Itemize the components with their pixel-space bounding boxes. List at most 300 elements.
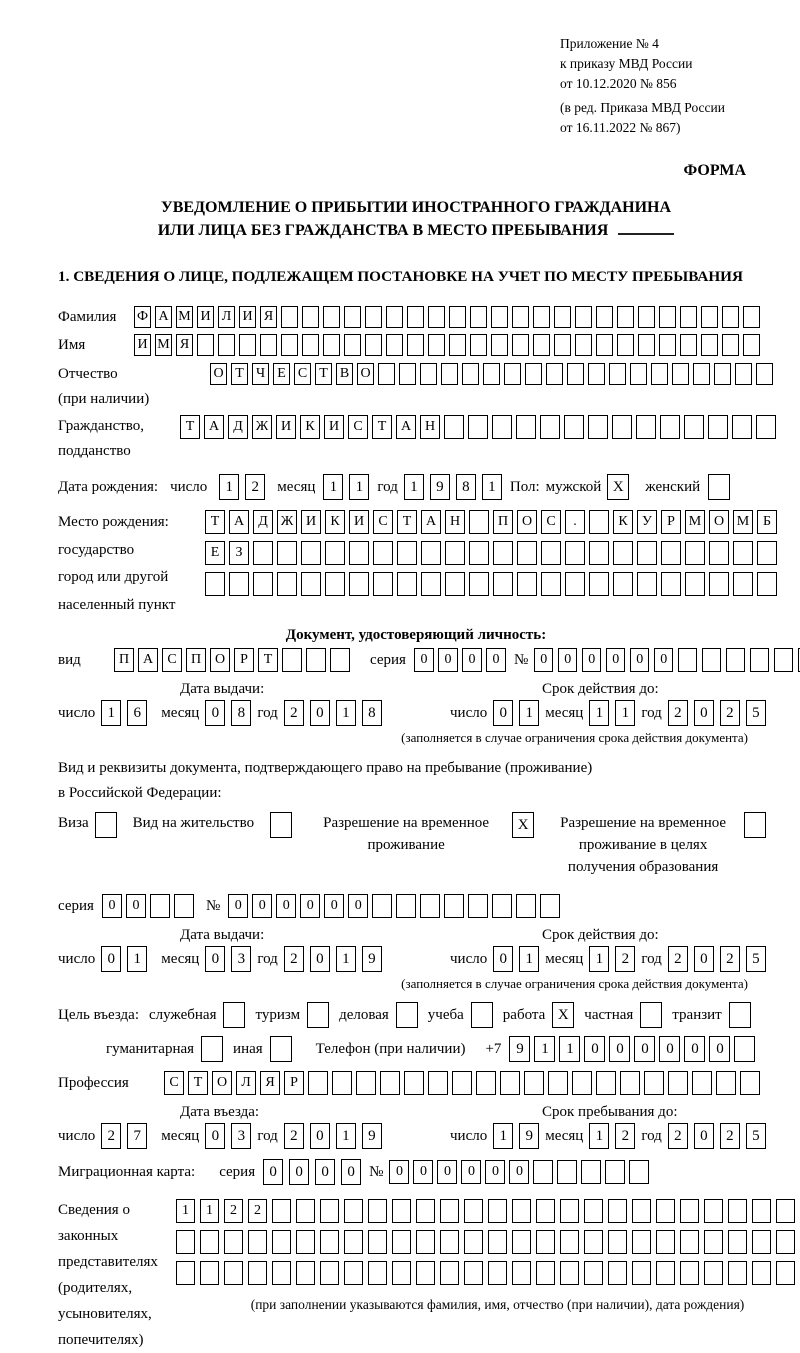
form-cell[interactable]	[638, 306, 655, 328]
form-cell[interactable]	[678, 648, 697, 672]
form-cell[interactable]: 1	[127, 946, 147, 972]
form-cell[interactable]	[468, 415, 488, 439]
residence-issue-day-boxes[interactable]	[101, 946, 147, 972]
form-cell[interactable]	[565, 572, 585, 596]
form-cell[interactable]	[651, 363, 668, 385]
form-cell[interactable]	[672, 363, 689, 385]
form-cell[interactable]	[464, 1261, 483, 1285]
form-cell[interactable]: 0	[276, 894, 296, 918]
form-cell[interactable]: 1	[176, 1199, 195, 1223]
residence-expiry-day-boxes[interactable]	[493, 946, 539, 972]
form-cell[interactable]	[644, 1071, 664, 1095]
form-cell[interactable]: 9	[430, 474, 450, 500]
form-cell[interactable]	[344, 1199, 363, 1223]
identity-expiry-year-boxes[interactable]	[668, 700, 766, 726]
form-cell[interactable]: 0	[694, 1123, 714, 1149]
form-cell[interactable]	[536, 1230, 555, 1254]
form-cell[interactable]	[277, 541, 297, 565]
form-cell[interactable]: Ф	[134, 306, 151, 328]
form-cell[interactable]	[661, 541, 681, 565]
form-cell[interactable]	[608, 1199, 627, 1223]
form-cell[interactable]: 0	[310, 946, 330, 972]
form-cell[interactable]: С	[373, 510, 393, 534]
form-cell[interactable]: Т	[231, 363, 248, 385]
form-cell[interactable]	[757, 572, 777, 596]
residence-doc-series-boxes[interactable]	[102, 894, 194, 918]
form-cell[interactable]: 0	[654, 648, 673, 672]
form-cell[interactable]: 2	[615, 946, 635, 972]
form-cell[interactable]	[416, 1230, 435, 1254]
form-cell[interactable]: О	[210, 363, 227, 385]
form-cell[interactable]	[704, 1199, 723, 1223]
form-cell[interactable]	[421, 572, 441, 596]
birth-place-boxes-row2[interactable]	[205, 541, 777, 565]
purpose-official-checkbox[interactable]	[223, 1002, 245, 1028]
form-cell[interactable]: 0	[437, 1160, 457, 1184]
form-cell[interactable]: К	[300, 415, 320, 439]
form-cell[interactable]: А	[204, 415, 224, 439]
form-cell[interactable]	[464, 1230, 483, 1254]
form-cell[interactable]: И	[301, 510, 321, 534]
form-cell[interactable]	[541, 572, 561, 596]
form-cell[interactable]	[554, 306, 571, 328]
form-cell[interactable]	[416, 1261, 435, 1285]
form-cell[interactable]	[524, 1071, 544, 1095]
form-cell[interactable]	[470, 334, 487, 356]
form-cell[interactable]	[421, 541, 441, 565]
form-cell[interactable]: 1	[589, 700, 609, 726]
form-cell[interactable]: 0	[582, 648, 601, 672]
form-cell[interactable]	[726, 648, 745, 672]
form-cell[interactable]	[205, 572, 225, 596]
form-cell[interactable]	[656, 1261, 675, 1285]
form-cell[interactable]: И	[239, 306, 256, 328]
form-cell[interactable]	[440, 1261, 459, 1285]
form-cell[interactable]	[392, 1261, 411, 1285]
form-cell[interactable]: М	[176, 306, 193, 328]
form-cell[interactable]	[407, 306, 424, 328]
identity-doc-series-boxes[interactable]	[414, 648, 506, 672]
form-cell[interactable]: 1	[349, 474, 369, 500]
identity-doc-number-boxes[interactable]	[534, 648, 800, 672]
form-cell[interactable]	[638, 334, 655, 356]
form-cell[interactable]	[396, 894, 416, 918]
form-cell[interactable]: Т	[258, 648, 278, 672]
form-cell[interactable]	[728, 1230, 747, 1254]
form-cell[interactable]	[584, 1261, 603, 1285]
form-cell[interactable]: 1	[519, 946, 539, 972]
surname-boxes[interactable]	[134, 306, 760, 328]
form-cell[interactable]	[732, 415, 752, 439]
form-cell[interactable]	[588, 363, 605, 385]
patronymic-boxes[interactable]	[210, 363, 773, 385]
form-cell[interactable]	[492, 415, 512, 439]
form-cell[interactable]	[349, 541, 369, 565]
form-cell[interactable]: П	[186, 648, 206, 672]
purpose-humanitarian-checkbox[interactable]	[201, 1036, 223, 1062]
form-cell[interactable]: С	[294, 363, 311, 385]
form-cell[interactable]: 1	[615, 700, 635, 726]
form-cell[interactable]	[728, 1199, 747, 1223]
form-cell[interactable]	[728, 1261, 747, 1285]
form-cell[interactable]: А	[421, 510, 441, 534]
phone-boxes[interactable]	[509, 1036, 755, 1062]
form-cell[interactable]	[617, 334, 634, 356]
form-cell[interactable]: 0	[609, 1036, 630, 1062]
form-cell[interactable]: 1	[336, 700, 356, 726]
form-cell[interactable]: 0	[584, 1036, 605, 1062]
form-cell[interactable]: 5	[746, 700, 766, 726]
form-cell[interactable]	[722, 306, 739, 328]
entry-year-boxes[interactable]	[284, 1123, 382, 1149]
form-cell[interactable]	[308, 1071, 328, 1095]
form-cell[interactable]	[500, 1071, 520, 1095]
identity-doc-type-boxes[interactable]	[114, 648, 350, 672]
form-cell[interactable]	[325, 572, 345, 596]
form-cell[interactable]	[733, 572, 753, 596]
form-cell[interactable]: 0	[413, 1160, 433, 1184]
form-cell[interactable]	[756, 415, 776, 439]
form-cell[interactable]	[416, 1199, 435, 1223]
form-cell[interactable]: Я	[260, 306, 277, 328]
form-cell[interactable]: 0	[659, 1036, 680, 1062]
form-cell[interactable]: Т	[180, 415, 200, 439]
form-cell[interactable]	[296, 1230, 315, 1254]
identity-issue-month-boxes[interactable]	[205, 700, 251, 726]
form-cell[interactable]: 0	[630, 648, 649, 672]
form-cell[interactable]	[368, 1261, 387, 1285]
form-cell[interactable]: 1	[589, 1123, 609, 1149]
form-cell[interactable]	[557, 1160, 577, 1184]
residence-permit-checkbox[interactable]	[270, 812, 292, 838]
form-cell[interactable]: Р	[661, 510, 681, 534]
form-cell[interactable]: Д	[228, 415, 248, 439]
form-cell[interactable]: 2	[284, 946, 304, 972]
identity-expiry-month-boxes[interactable]	[589, 700, 635, 726]
form-cell[interactable]	[397, 541, 417, 565]
form-cell[interactable]	[444, 894, 464, 918]
form-cell[interactable]	[368, 1230, 387, 1254]
form-cell[interactable]	[483, 363, 500, 385]
form-cell[interactable]	[617, 306, 634, 328]
form-cell[interactable]: К	[613, 510, 633, 534]
form-cell[interactable]: 0	[684, 1036, 705, 1062]
form-cell[interactable]: 0	[300, 894, 320, 918]
citizenship-boxes[interactable]	[180, 415, 776, 439]
stay-month-boxes[interactable]	[589, 1123, 635, 1149]
form-cell[interactable]: З	[229, 541, 249, 565]
form-cell[interactable]	[365, 334, 382, 356]
form-cell[interactable]: 9	[519, 1123, 539, 1149]
form-cell[interactable]	[492, 894, 512, 918]
form-cell[interactable]: 7	[127, 1123, 147, 1149]
form-cell[interactable]	[512, 334, 529, 356]
form-cell[interactable]	[752, 1199, 771, 1223]
form-cell[interactable]	[743, 306, 760, 328]
form-cell[interactable]: 1	[200, 1199, 219, 1223]
form-cell[interactable]: И	[324, 415, 344, 439]
form-cell[interactable]: 1	[519, 700, 539, 726]
form-cell[interactable]	[596, 306, 613, 328]
entry-day-boxes[interactable]	[101, 1123, 147, 1149]
form-cell[interactable]	[774, 648, 793, 672]
form-cell[interactable]	[656, 1230, 675, 1254]
form-cell[interactable]	[636, 415, 656, 439]
form-cell[interactable]: О	[357, 363, 374, 385]
form-cell[interactable]	[420, 894, 440, 918]
form-cell[interactable]: Т	[397, 510, 417, 534]
form-cell[interactable]: 0	[263, 1159, 283, 1185]
form-cell[interactable]: Е	[273, 363, 290, 385]
form-cell[interactable]	[323, 334, 340, 356]
sex-male-checkbox[interactable]: X	[607, 474, 629, 500]
form-cell[interactable]	[668, 1071, 688, 1095]
birth-place-boxes-row3[interactable]	[205, 572, 777, 596]
form-cell[interactable]	[541, 541, 561, 565]
form-cell[interactable]	[612, 415, 632, 439]
form-cell[interactable]: М	[155, 334, 172, 356]
form-cell[interactable]: Я	[260, 1071, 280, 1095]
residence-expiry-month-boxes[interactable]	[589, 946, 635, 972]
form-cell[interactable]: 1	[559, 1036, 580, 1062]
form-cell[interactable]	[176, 1230, 195, 1254]
rvp-checkbox[interactable]: X	[512, 812, 534, 838]
form-cell[interactable]: О	[709, 510, 729, 534]
form-cell[interactable]: 2	[615, 1123, 635, 1149]
form-cell[interactable]: 0	[228, 894, 248, 918]
form-cell[interactable]	[620, 1071, 640, 1095]
form-cell[interactable]: 0	[493, 700, 513, 726]
form-cell[interactable]	[533, 334, 550, 356]
form-cell[interactable]	[386, 334, 403, 356]
form-cell[interactable]	[588, 415, 608, 439]
form-cell[interactable]	[488, 1230, 507, 1254]
form-cell[interactable]: К	[325, 510, 345, 534]
form-cell[interactable]	[512, 1230, 531, 1254]
form-cell[interactable]: 0	[493, 946, 513, 972]
birth-place-boxes-row1[interactable]	[205, 510, 777, 534]
form-cell[interactable]	[344, 306, 361, 328]
form-cell[interactable]	[680, 306, 697, 328]
form-cell[interactable]	[533, 1160, 553, 1184]
form-cell[interactable]	[743, 334, 760, 356]
form-cell[interactable]: 2	[668, 946, 688, 972]
form-cell[interactable]	[609, 363, 626, 385]
purpose-other-checkbox[interactable]	[270, 1036, 292, 1062]
form-cell[interactable]	[752, 1261, 771, 1285]
form-cell[interactable]: 0	[102, 894, 122, 918]
form-cell[interactable]: 5	[746, 1123, 766, 1149]
form-cell[interactable]	[248, 1230, 267, 1254]
form-cell[interactable]	[608, 1261, 627, 1285]
form-cell[interactable]	[491, 334, 508, 356]
form-cell[interactable]	[325, 541, 345, 565]
form-cell[interactable]	[560, 1230, 579, 1254]
form-cell[interactable]	[373, 541, 393, 565]
form-cell[interactable]	[365, 306, 382, 328]
form-cell[interactable]	[469, 510, 489, 534]
form-cell[interactable]: 0	[341, 1159, 361, 1185]
form-cell[interactable]	[584, 1230, 603, 1254]
form-cell[interactable]: Е	[205, 541, 225, 565]
form-cell[interactable]: 1	[482, 474, 502, 500]
form-cell[interactable]	[733, 541, 753, 565]
form-cell[interactable]: М	[685, 510, 705, 534]
form-cell[interactable]: .	[565, 510, 585, 534]
form-cell[interactable]: 9	[362, 946, 382, 972]
form-cell[interactable]	[404, 1071, 424, 1095]
form-cell[interactable]	[533, 306, 550, 328]
form-cell[interactable]: 0	[252, 894, 272, 918]
form-cell[interactable]: 0	[205, 1123, 225, 1149]
form-cell[interactable]	[428, 1071, 448, 1095]
form-cell[interactable]	[735, 363, 752, 385]
form-cell[interactable]	[224, 1230, 243, 1254]
form-cell[interactable]	[546, 363, 563, 385]
purpose-transit-checkbox[interactable]	[729, 1002, 751, 1028]
form-cell[interactable]: С	[348, 415, 368, 439]
form-cell[interactable]: Т	[372, 415, 392, 439]
form-cell[interactable]: 0	[634, 1036, 655, 1062]
form-cell[interactable]	[356, 1071, 376, 1095]
form-cell[interactable]	[540, 894, 560, 918]
form-cell[interactable]: 9	[509, 1036, 530, 1062]
form-cell[interactable]: 5	[746, 946, 766, 972]
form-cell[interactable]	[596, 1071, 616, 1095]
form-cell[interactable]	[704, 1230, 723, 1254]
form-cell[interactable]	[445, 541, 465, 565]
form-cell[interactable]: 0	[205, 700, 225, 726]
form-cell[interactable]: И	[197, 306, 214, 328]
form-cell[interactable]: Я	[176, 334, 193, 356]
form-cell[interactable]	[589, 572, 609, 596]
form-cell[interactable]: 0	[462, 648, 482, 672]
form-cell[interactable]	[659, 334, 676, 356]
form-cell[interactable]	[399, 363, 416, 385]
form-cell[interactable]	[272, 1230, 291, 1254]
form-cell[interactable]: В	[336, 363, 353, 385]
purpose-work-checkbox[interactable]: X	[552, 1002, 574, 1028]
representatives-boxes-row1[interactable]	[176, 1199, 800, 1223]
form-cell[interactable]: И	[276, 415, 296, 439]
form-cell[interactable]	[605, 1160, 625, 1184]
form-cell[interactable]	[516, 415, 536, 439]
form-cell[interactable]	[740, 1071, 760, 1095]
form-cell[interactable]	[440, 1230, 459, 1254]
form-cell[interactable]	[637, 541, 657, 565]
form-cell[interactable]	[491, 306, 508, 328]
form-cell[interactable]	[512, 306, 529, 328]
form-cell[interactable]: 2	[284, 1123, 304, 1149]
form-cell[interactable]	[589, 541, 609, 565]
form-cell[interactable]	[752, 1230, 771, 1254]
purpose-tourism-checkbox[interactable]	[307, 1002, 329, 1028]
form-cell[interactable]	[560, 1199, 579, 1223]
form-cell[interactable]	[702, 648, 721, 672]
purpose-business-checkbox[interactable]	[396, 1002, 418, 1028]
form-cell[interactable]	[488, 1261, 507, 1285]
form-cell[interactable]: 0	[315, 1159, 335, 1185]
form-cell[interactable]: 1	[493, 1123, 513, 1149]
form-cell[interactable]	[517, 572, 537, 596]
form-cell[interactable]: 1	[323, 474, 343, 500]
form-cell[interactable]	[608, 1230, 627, 1254]
form-cell[interactable]	[536, 1261, 555, 1285]
representatives-boxes-row3[interactable]	[176, 1261, 800, 1285]
birth-day-boxes[interactable]	[219, 474, 265, 500]
form-cell[interactable]: 0	[310, 700, 330, 726]
form-cell[interactable]	[449, 334, 466, 356]
form-cell[interactable]: Р	[234, 648, 254, 672]
form-cell[interactable]	[200, 1230, 219, 1254]
form-cell[interactable]	[301, 572, 321, 596]
form-cell[interactable]	[397, 572, 417, 596]
form-cell[interactable]	[282, 648, 302, 672]
sex-female-checkbox[interactable]	[708, 474, 730, 500]
form-cell[interactable]: У	[637, 510, 657, 534]
form-cell[interactable]	[420, 363, 437, 385]
form-cell[interactable]	[197, 334, 214, 356]
form-cell[interactable]	[239, 334, 256, 356]
form-cell[interactable]	[680, 334, 697, 356]
identity-issue-day-boxes[interactable]	[101, 700, 147, 726]
form-cell[interactable]	[564, 415, 584, 439]
form-cell[interactable]: 1	[336, 946, 356, 972]
form-cell[interactable]	[378, 363, 395, 385]
form-cell[interactable]	[722, 334, 739, 356]
form-cell[interactable]: 8	[362, 700, 382, 726]
form-cell[interactable]	[776, 1199, 795, 1223]
form-cell[interactable]	[253, 572, 273, 596]
form-cell[interactable]: Т	[205, 510, 225, 534]
identity-expiry-day-boxes[interactable]	[493, 700, 539, 726]
form-cell[interactable]	[516, 894, 536, 918]
form-cell[interactable]	[504, 363, 521, 385]
form-cell[interactable]	[575, 334, 592, 356]
form-cell[interactable]	[469, 572, 489, 596]
form-cell[interactable]	[386, 306, 403, 328]
form-cell[interactable]	[632, 1199, 651, 1223]
form-cell[interactable]: Р	[284, 1071, 304, 1095]
form-cell[interactable]	[392, 1230, 411, 1254]
visa-checkbox[interactable]	[95, 812, 117, 838]
form-cell[interactable]	[281, 334, 298, 356]
form-cell[interactable]	[680, 1261, 699, 1285]
form-cell[interactable]: А	[229, 510, 249, 534]
form-cell[interactable]	[632, 1230, 651, 1254]
firstname-boxes[interactable]	[134, 334, 760, 356]
form-cell[interactable]: М	[733, 510, 753, 534]
form-cell[interactable]: С	[541, 510, 561, 534]
form-cell[interactable]: Л	[218, 306, 235, 328]
form-cell[interactable]	[330, 648, 350, 672]
form-cell[interactable]: Б	[757, 510, 777, 534]
form-cell[interactable]: 2	[720, 946, 740, 972]
form-cell[interactable]	[320, 1199, 339, 1223]
form-cell[interactable]	[444, 415, 464, 439]
form-cell[interactable]: 0	[126, 894, 146, 918]
form-cell[interactable]	[302, 334, 319, 356]
form-cell[interactable]: Т	[315, 363, 332, 385]
form-cell[interactable]	[380, 1071, 400, 1095]
residence-issue-month-boxes[interactable]	[205, 946, 251, 972]
form-cell[interactable]	[701, 334, 718, 356]
form-cell[interactable]	[685, 541, 705, 565]
form-cell[interactable]	[301, 541, 321, 565]
form-cell[interactable]	[659, 306, 676, 328]
form-cell[interactable]	[372, 894, 392, 918]
form-cell[interactable]	[632, 1261, 651, 1285]
